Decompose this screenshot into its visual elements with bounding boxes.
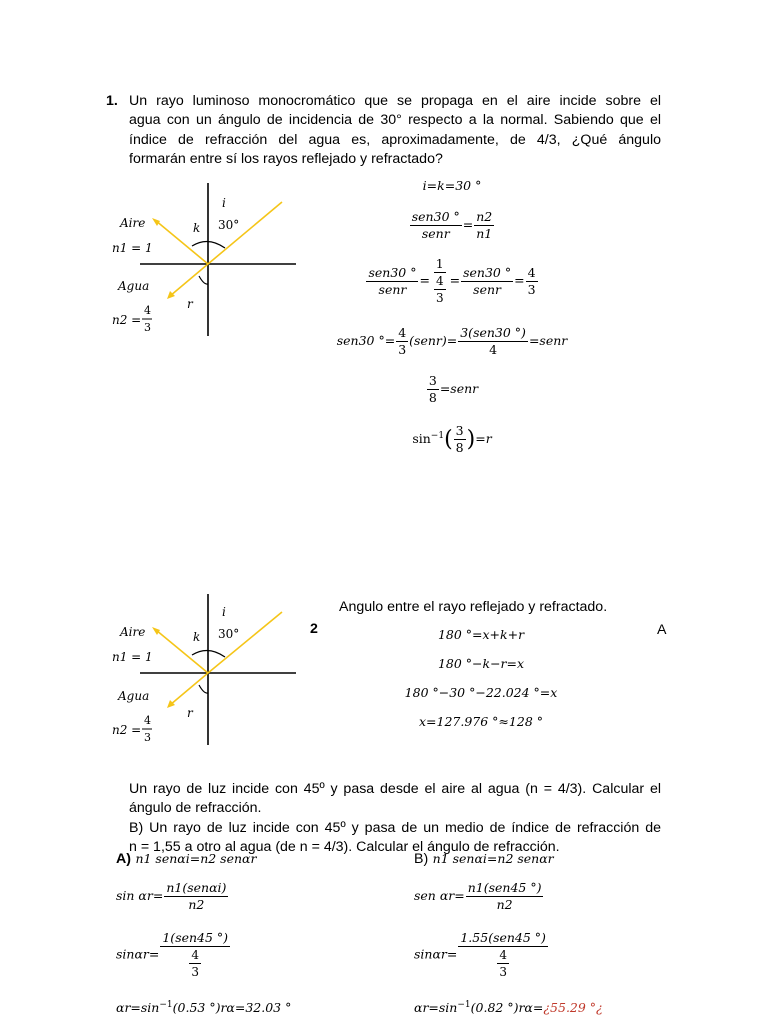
label-k: k [193, 630, 201, 644]
problem-3-line: n = 1,55 a otro al agua (de n = 4/3). Calcular el ángulo de refracción. [129, 838, 560, 855]
snell-law-b: n1 senαi=n2 senαr [432, 851, 554, 866]
label-n2: n2 = [112, 313, 142, 327]
label-r: r [187, 297, 193, 311]
label-k: k [193, 221, 201, 235]
eq-b-substitution: sinαr= $\frac{\text{1.55(sen45 °)}}{\frac{4}{3}}$ [414, 930, 546, 979]
eq-snell-ratio: $\frac{\text{sen30 °}}{\text{senr}}$ = $\frac{n2}{n1}$ [411, 209, 493, 241]
problem-3-text [129, 780, 661, 857]
eq-angle-rearranged: 180 °−k−r=x [437, 656, 525, 671]
label-n2-den: 3 [144, 731, 151, 744]
label-aire: Aire [120, 625, 146, 639]
label-n2-num: 4 [144, 304, 151, 317]
eq-angle-result: x=127.976 °≈128 ° [419, 714, 543, 729]
label-i: i [222, 605, 226, 619]
problem-3-line: ángulo de refracción. [129, 800, 262, 817]
snell-law-a: n1 senαi=n2 senαr [135, 851, 257, 866]
solution-a [116, 850, 396, 1024]
solution-a-label: A) [116, 851, 131, 867]
solution-b [414, 850, 754, 1024]
eq-substitution: $\frac{\text{sen30 °}}{\text{senr}}$ = $\frac{1}{\frac{4}{3}}$ = $\frac{\text{sen30 °}}{\text{senr}}$ = $\frac{4}{3}$ [368, 256, 536, 305]
label-agua: Agua [118, 279, 150, 293]
problem-2-title: Angulo entre el rayo reflejado y refractado. [339, 599, 608, 615]
label-aire: Aire [120, 216, 146, 230]
eq-a-result: $\alpha r=\sin^{-1}(0.53$ °)rα=32.03 ° [116, 1000, 292, 1016]
label-i: i [222, 196, 226, 210]
label-r: r [187, 706, 193, 720]
problem-1-line: índice de refracción del agua es, aproximadamente, de 4/3, ¿Qué ángulo [129, 131, 661, 148]
eq-angle-substituted: 180 °−30 °−22.024 °=x [404, 685, 558, 700]
eq-b-sin-ar: sen αr= $\frac{\text{n1(sen45 °)}}{n2}$ [414, 880, 542, 912]
problem-1-line: formarán entre sí los rayos reflejado y refractado? [129, 150, 443, 167]
label-n1: n1 = 1 [112, 650, 153, 664]
problem-1-line: Un rayo luminoso monocromático que se propaga en el aire incide sobre el [129, 93, 661, 109]
label-n1: n1 = 1 [112, 241, 153, 255]
label-angle: 30° [218, 218, 240, 232]
problem-3-line: Un rayo de luz incide con 45º y pasa desde el aire al agua (n = 4/3). Calcular el [129, 781, 661, 797]
problem-1-line: agua con un ángulo de incidencia de 30° respecto a la normal. Sabiendo que el [129, 112, 661, 129]
eq-angle-sum: 180 °=x+k+r [437, 627, 525, 642]
solution-b-label: B) [414, 851, 429, 867]
problem-1-number: 1. [106, 93, 118, 109]
label-n2-den: 3 [144, 321, 151, 334]
label-agua: Agua [118, 689, 150, 703]
error-result: ¿55.29 °¿ [543, 1000, 603, 1016]
problem-1-text [129, 92, 661, 169]
eq-arcsin-r: $\sin^{-1}$( $\frac{3}{8}$ )=r [412, 423, 492, 455]
eq-senr-value: $\frac{3}{8}$ =senr [428, 373, 479, 405]
eq-a-sin-ar: sin αr= $\frac{\text{n1(senαi)}}{n2}$ [116, 880, 227, 912]
eq-i-k: i=k=30 ° [422, 178, 482, 193]
problem-2-number: 2 [310, 621, 318, 637]
label-n2: n2 = [112, 723, 142, 737]
eq-solve-senr: sen30 °= $\frac{4}{3}$ (senr)= $\frac{\text{3(sen30 °)}}{4}$ =senr [336, 325, 568, 357]
label-angle: 30° [218, 627, 240, 641]
eq-b-result: $\alpha r=\sin^{-1}(0.82$ °)rα=¿55.29 °¿ [414, 1000, 603, 1016]
problem-2-label-a: A [657, 622, 667, 638]
eq-a-substitution: sinαr= $\frac{\text{1(sen45 °)}}{\frac{4}{3}}$ [116, 930, 229, 979]
problem-3-line: B) Un rayo de luz incide con 45º y pasa de un medio de índice de refracción de [129, 819, 661, 836]
label-n2-num: 4 [144, 714, 151, 727]
